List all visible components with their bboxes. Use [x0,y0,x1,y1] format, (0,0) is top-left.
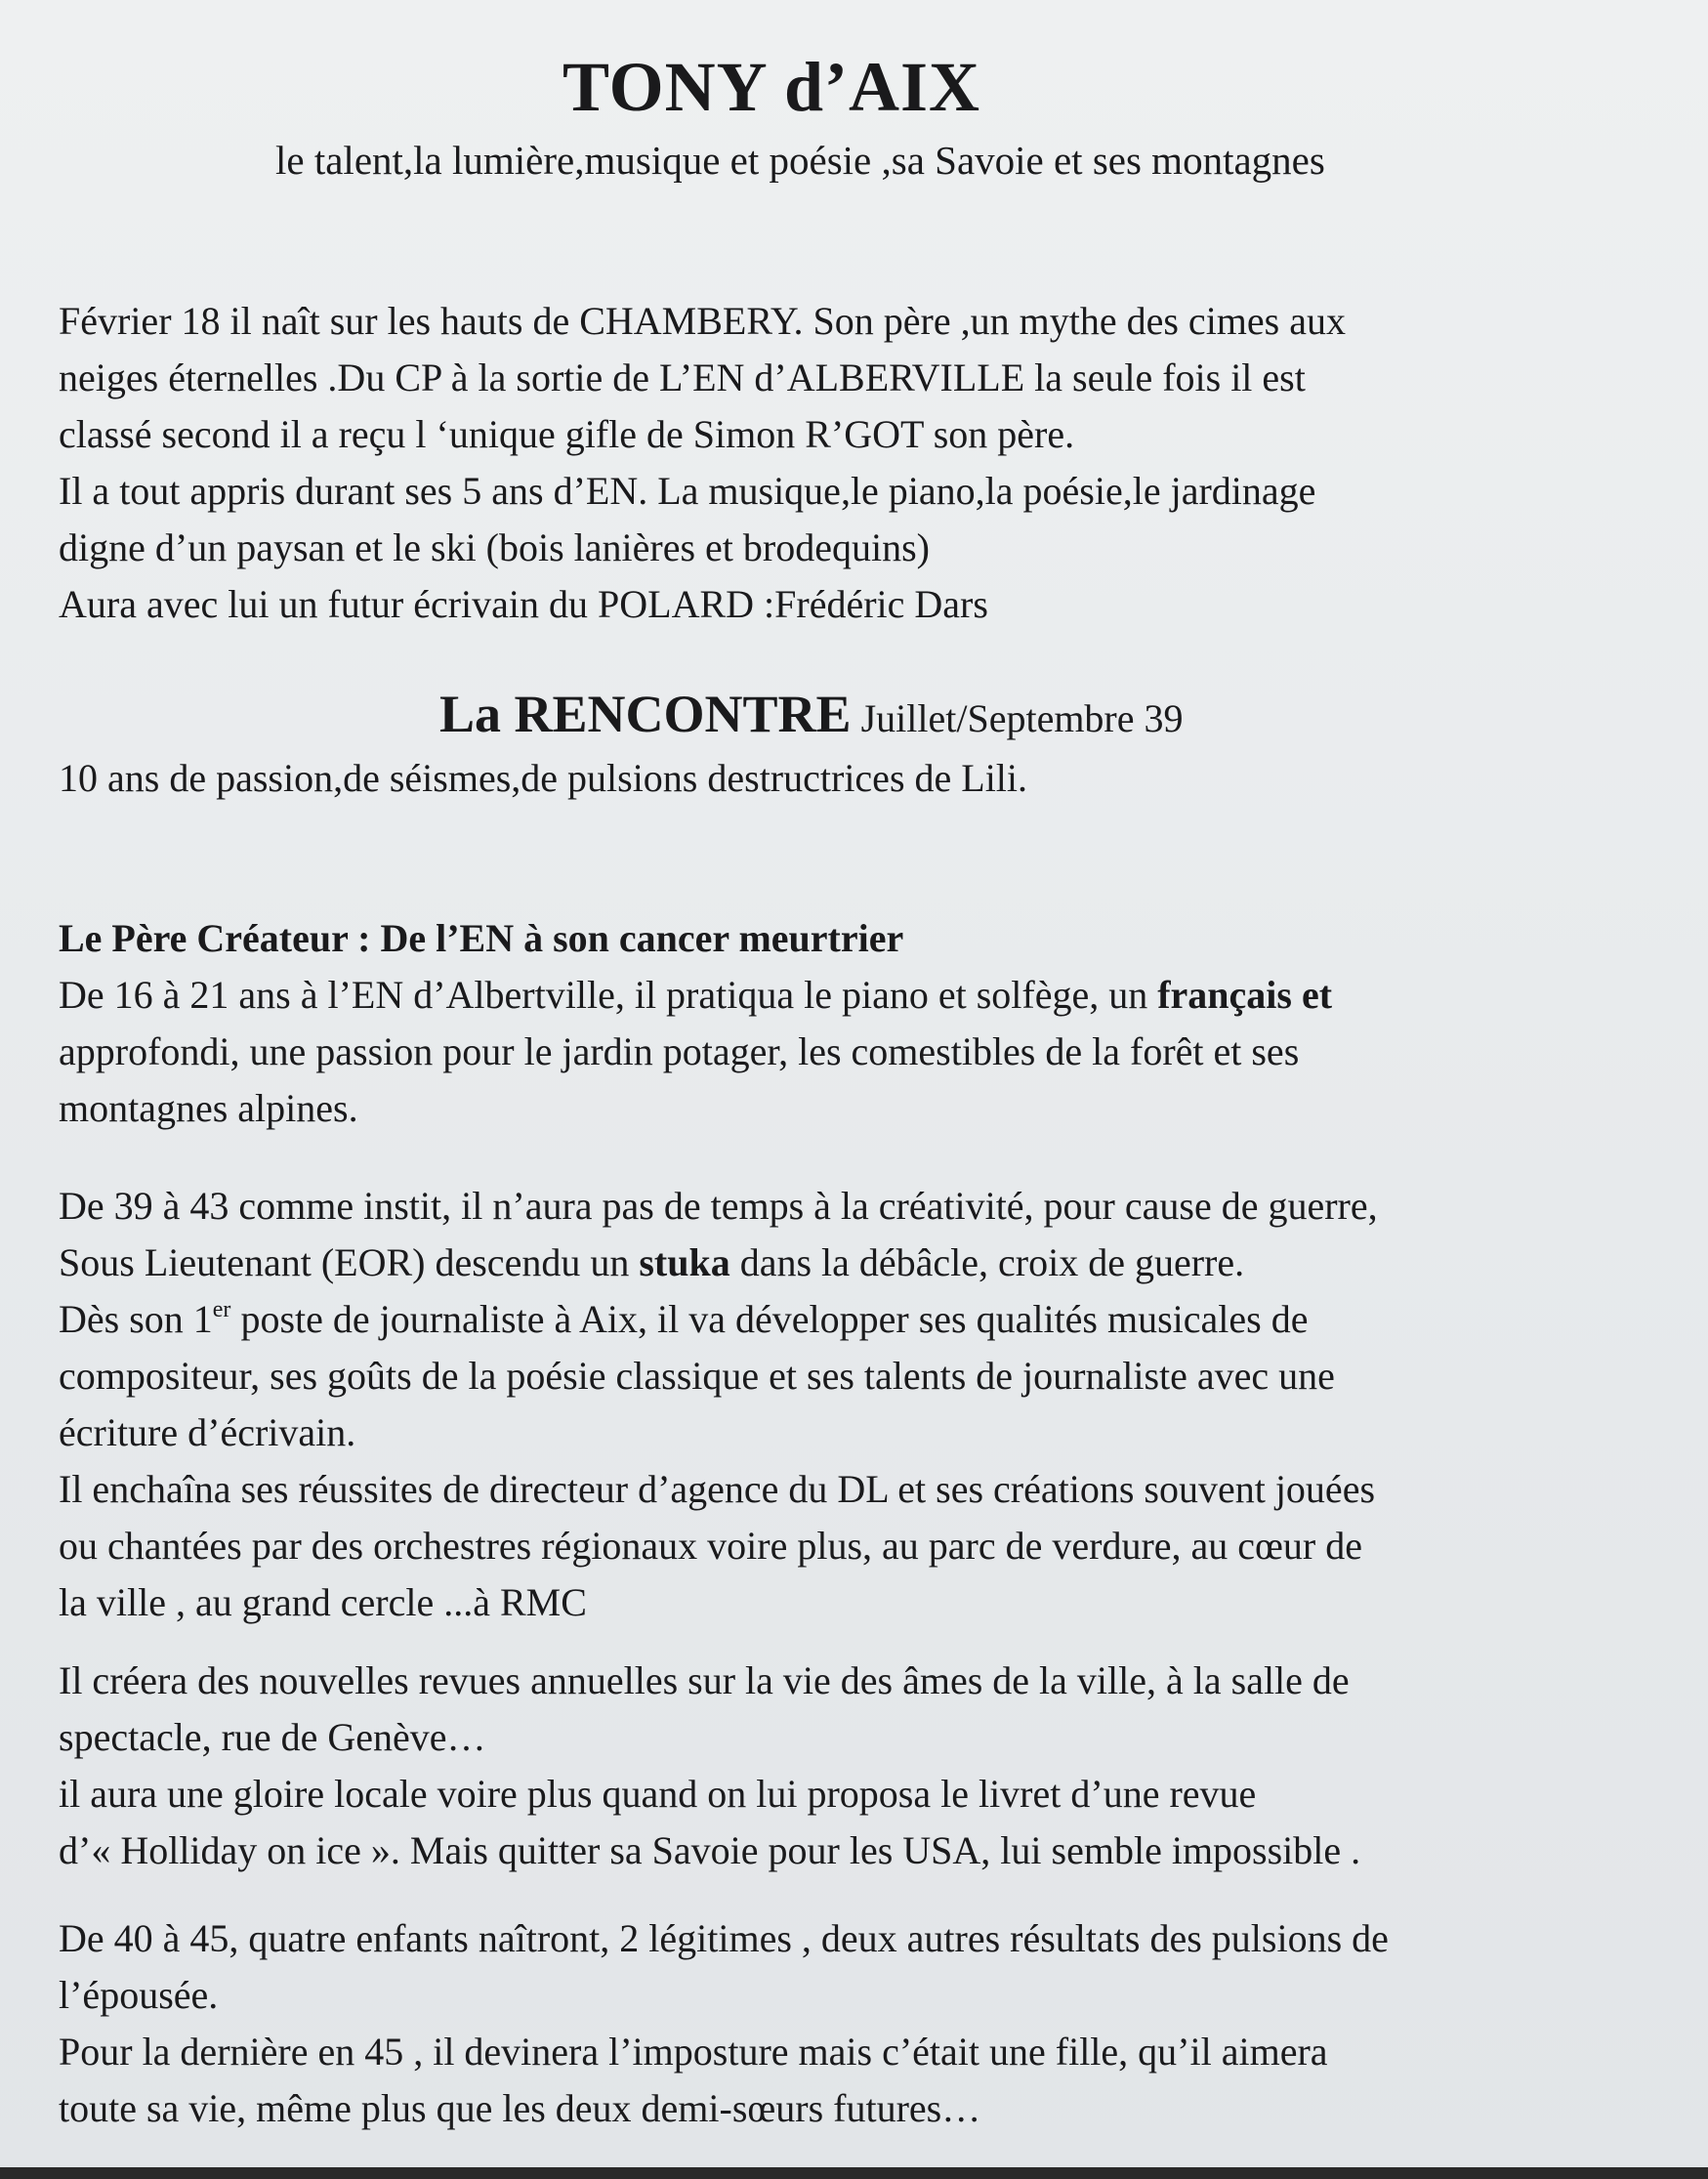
pere-p2-bold: stuka [639,1240,730,1284]
page-edge-shadow [0,2167,1708,2179]
pere-p2-line [59,1235,1660,1291]
pere-paragraph-4 [59,1910,1660,2137]
pere-p2-text: dans la débâcle, croix de guerre. [729,1240,1245,1284]
pere-p2-text: poste de journaliste à Aix, il va développer ses qualités musicales de [230,1297,1309,1341]
pere-p2-line: écriture d’écrivain. [59,1410,356,1454]
intro-line: Février 18 il naît sur les hauts de CHAMBERY. Son père ,un mythe des cimes aux [59,299,1346,343]
rencontre-dates: Juillet/Septembre 39 [851,696,1184,740]
rencontre-heading [439,684,1184,744]
pere-p1-line: montagnes alpines. [59,1086,358,1130]
pere-p3-line: spectacle, rue de Genève… [59,1715,486,1759]
pere-p3-line: il aura une gloire locale voire plus quand on lui proposa le livret d’une revue [59,1772,1257,1816]
pere-p2-line [59,1291,1660,1348]
pere-p2-line: ou chantées par des orchestres régionaux voire plus, au parc de verdure, au cœur de [59,1524,1362,1568]
pere-p2-line: la ville , au grand cercle ...à RMC [59,1580,587,1624]
pere-paragraph-3 [59,1653,1660,1879]
pere-paragraph-2 [59,1178,1660,1631]
pere-p3-line: Il créera des nouvelles revues annuelles sur la vie des âmes de la ville, à la salle de [59,1658,1350,1702]
document-title: TONY d’AIX [562,48,981,126]
pere-p2-line: Il enchaîna ses réussites de directeur d’agence du DL et ses créations souvent jouées [59,1467,1376,1511]
rencontre-text-block [59,750,1660,807]
intro-line: classé second il a reçu l ‘unique gifle de Simon R’GOT son père. [59,412,1075,456]
intro-line: Aura avec lui un futur écrivain du POLARD :Frédéric Dars [59,582,988,626]
pere-p2-text: Dès son 1 [59,1297,213,1341]
rencontre-text: 10 ans de passion,de séismes,de pulsions destructrices de Lili. [59,756,1028,800]
pere-p2-line: compositeur, ses goûts de la poésie classique et ses talents de journaliste avec une [59,1354,1335,1398]
pere-p1-line: approfondi, une passion pour le jardin potager, les comestibles de la forêt et ses [59,1029,1300,1073]
superscript: er [212,1297,231,1322]
pere-p1-text: De 16 à 21 ans à l’EN d’Albertville, il pratiqua le piano et solfège, un [59,973,1158,1017]
pere-p1-bold: français et [1157,973,1333,1017]
pere-p4-line: l’épousée. [59,1973,219,2017]
pere-p4-line: De 40 à 45, quatre enfants naîtront, 2 légitimes , deux autres résultats des pulsions de [59,1916,1389,1960]
pere-p2-text: Sous Lieutenant (EOR) descendu un [59,1240,640,1284]
pere-section [59,910,1660,1137]
pere-p4-line: toute sa vie, même plus que les deux demi-sœurs futures… [59,2086,981,2130]
pere-p2-line: De 39 à 43 comme instit, il n’aura pas de temps à la créativité, pour cause de guerre, [59,1184,1378,1228]
intro-paragraph [59,293,1660,633]
pere-p1-line [59,967,1660,1024]
document-subtitle: le talent,la lumière,musique et poésie ,sa Savoie et ses montagnes [275,138,1325,183]
rencontre-title: La RENCONTRE [439,685,852,743]
pere-heading: Le Père Créateur : De l’EN à son cancer meurtrier [59,916,904,960]
pere-p3-line: d’« Holliday on ice ». Mais quitter sa Savoie pour les USA, lui semble impossible . [59,1828,1361,1872]
intro-line: digne d’un paysan et le ski (bois lanières et brodequins) [59,525,930,569]
intro-line: neiges éternelles .Du CP à la sortie de L’EN d’ALBERVILLE la seule fois il est [59,356,1306,399]
pere-p4-line: Pour la dernière en 45 , il devinera l’imposture mais c’était une fille, qu’il aimera [59,2030,1328,2074]
intro-line: Il a tout appris durant ses 5 ans d’EN. La musique,le piano,la poésie,le jardinage [59,469,1316,513]
